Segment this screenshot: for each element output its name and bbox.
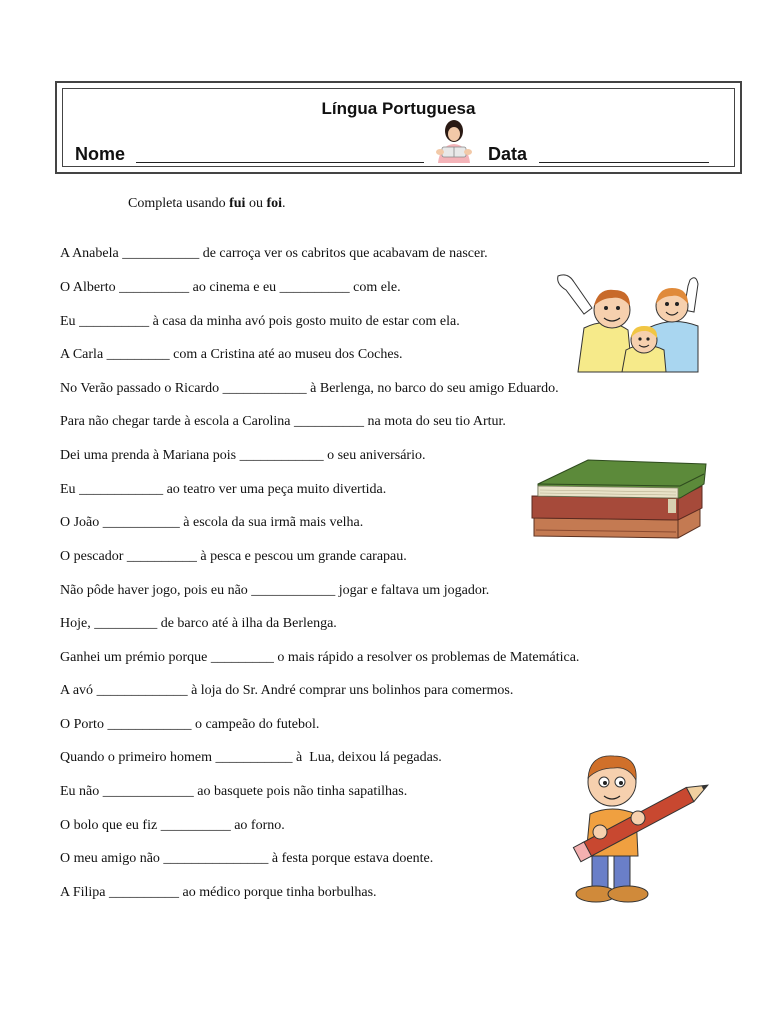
answer-blank[interactable]: _____________ — [96, 683, 188, 698]
answer-blank[interactable]: ____________ — [239, 448, 324, 463]
sentence-text: à loja do Sr. André comprar uns bolinhos para comermos. — [191, 683, 514, 698]
answer-blank[interactable]: ____________ — [107, 717, 192, 732]
reading-girl-icon — [426, 117, 482, 165]
sentence-15 — [60, 717, 319, 733]
sentence-text: A avó — [60, 683, 94, 698]
sentence-text: à pesca e pescou um grande carapau. — [200, 549, 407, 564]
sentence-10 — [60, 549, 407, 565]
sentence-20 — [60, 885, 377, 901]
instruction-text: Completa usando — [128, 196, 230, 211]
children-waving-icon — [548, 268, 710, 374]
sentence-text: o mais rápido a resolver os problemas de Matemática. — [277, 650, 580, 665]
date-label: Data — [488, 144, 528, 164]
answer-blank[interactable]: __________ — [119, 280, 190, 295]
sentence-text: Dei uma prenda à Mariana pois — [60, 448, 237, 463]
instruction-text: ou — [245, 196, 267, 211]
name-label: Nome — [75, 144, 126, 164]
books-stack-icon — [528, 456, 708, 540]
answer-blank[interactable]: ___________ — [122, 246, 200, 261]
sentence-text: Hoje, — [60, 616, 91, 631]
sentence-text: ao cinema e eu — [192, 280, 277, 295]
sentence-18 — [60, 818, 285, 834]
header-box — [55, 81, 742, 174]
answer-blank[interactable]: ____________ — [79, 482, 164, 497]
sentence-3 — [60, 314, 460, 330]
date-field-line[interactable] — [539, 162, 709, 163]
sentence-9 — [60, 515, 363, 531]
sentence-19 — [60, 851, 433, 867]
answer-blank[interactable]: _________ — [94, 616, 158, 631]
answer-blank[interactable]: __________ — [294, 414, 364, 429]
sentence-16 — [60, 750, 442, 766]
sentence-6 — [60, 414, 506, 430]
sentence-text: ao forno. — [234, 818, 285, 833]
sentence-text: A Anabela — [60, 246, 119, 261]
sentence-text: O João — [60, 515, 100, 530]
name-field-line[interactable] — [136, 162, 424, 163]
sentence-text: o seu aniversário. — [327, 448, 426, 463]
sentence-text: à festa porque estava doente. — [271, 851, 434, 866]
sentence-text: jogar e faltava um jogador. — [338, 583, 490, 598]
answer-blank[interactable]: ___________ — [215, 750, 293, 765]
sentence-5 — [60, 381, 559, 397]
sentence-text: A Carla — [60, 347, 104, 362]
sentence-text: de carroça ver os cabritos que acabavam de nascer. — [202, 246, 488, 261]
sentence-text: de barco até à ilha da Berlenga. — [160, 616, 337, 631]
sentence-text: à escola da sua irmã mais velha. — [183, 515, 364, 530]
sentence-text: Ganhei um prémio porque — [60, 650, 208, 665]
instruction-word-fui: fui — [229, 196, 246, 211]
sentence-text: Quando o primeiro homem — [60, 750, 213, 765]
instruction-text: . — [282, 196, 286, 211]
sentence-17 — [60, 784, 407, 800]
sentence-text: Eu — [60, 482, 76, 497]
sentence-text: Não pôde haver jogo, pois eu não — [60, 583, 248, 598]
sentence-8 — [60, 482, 386, 498]
sentence-text: A Filipa — [60, 885, 106, 900]
answer-blank[interactable]: __________ — [160, 818, 231, 833]
answer-blank[interactable]: __________ — [109, 885, 180, 900]
sentence-text: à Berlenga, no barco do seu amigo Eduardo. — [310, 381, 559, 396]
sentence-text: o campeão do futebol. — [194, 717, 320, 732]
sentence-text: ao médico porque tinha borbulhas. — [182, 885, 377, 900]
sentence-text: com a Cristina até ao museu dos Coches. — [173, 347, 403, 362]
instruction — [128, 196, 286, 212]
sentence-text: No Verão passado o Ricardo — [60, 381, 220, 396]
sentence-text: Eu — [60, 314, 76, 329]
answer-blank[interactable]: _________ — [210, 650, 274, 665]
page-title: Língua Portuguesa — [321, 99, 476, 118]
answer-blank[interactable]: ___________ — [102, 515, 180, 530]
sentence-12 — [60, 616, 337, 632]
answer-blank[interactable]: _________ — [106, 347, 170, 362]
answer-blank[interactable]: __________ — [126, 549, 197, 564]
sentence-14 — [60, 683, 513, 699]
answer-blank[interactable]: __________ — [279, 280, 350, 295]
instruction-word-foi: foi — [266, 196, 283, 211]
answer-blank[interactable]: ____________ — [251, 583, 336, 598]
sentence-7 — [60, 448, 425, 464]
sentence-1 — [60, 246, 488, 262]
sentence-text: com ele. — [353, 280, 401, 295]
sentence-text: à Lua, deixou lá pegadas. — [296, 750, 442, 765]
sentence-2 — [60, 280, 401, 296]
sentence-text: ao teatro ver uma peça muito divertida. — [166, 482, 387, 497]
answer-blank[interactable]: ____________ — [222, 381, 307, 396]
sentence-text: O pescador — [60, 549, 124, 564]
sentence-11 — [60, 583, 489, 599]
sentence-text: na mota do seu tio Artur. — [367, 414, 506, 429]
sentence-text: Para não chegar tarde à escola a Carolina — [60, 414, 291, 429]
sentence-4 — [60, 347, 403, 363]
sentence-13 — [60, 650, 579, 666]
boy-with-pencil-icon — [566, 748, 718, 906]
answer-blank[interactable]: _____________ — [102, 784, 194, 799]
sentence-text: O Porto — [60, 717, 104, 732]
sentence-text: O Alberto — [60, 280, 116, 295]
sentence-text: O bolo que eu fiz — [60, 818, 158, 833]
sentence-text: O meu amigo não — [60, 851, 160, 866]
sentence-text: ao basquete pois não tinha sapatilhas. — [197, 784, 408, 799]
sentence-text: Eu não — [60, 784, 100, 799]
answer-blank[interactable]: __________ — [79, 314, 150, 329]
sentence-text: à casa da minha avó pois gosto muito de estar com ela. — [152, 314, 460, 329]
answer-blank[interactable]: _______________ — [163, 851, 269, 866]
header-inner-border — [62, 88, 735, 167]
